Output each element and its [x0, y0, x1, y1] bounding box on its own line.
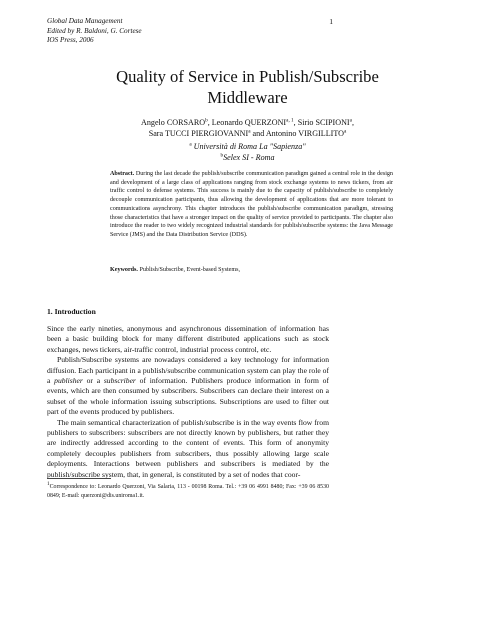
affiliation-a-text: Università di Roma La "Sapienza" — [191, 142, 306, 151]
body-text — [47, 324, 329, 480]
footnote-mark: 1 — [47, 481, 50, 488]
paragraph-part: of information. Publishers produce information in form of events, which are then consumed by subscribers. Subscribers can declare their interest on a subset of the whole information issuing subscriptions. Subscriptions are used to filter out part of the events produced by publishers. — [47, 376, 329, 417]
paragraph: The main semantical characterization of publish/subscribe is in the way events flow from publishers to subscribers: subscribers are not directly known by publishers, but rather they are indirectly addressed according to the content of events. This form of anonymity completely decouples publishers from subscribers, thus possibly allowing large scale deployments. Interactions between publishers and subscribers is mediated by the publish/subscribe system, that, in general, is constituted by a set of nodes that coor- — [47, 417, 329, 479]
paragraph-part: Publish/Subscribe systems are nowadays considered a key technology for information diffusion. Each participant in a publish/subscribe communication system can play the role of a — [47, 355, 329, 386]
author-list — [0, 118, 495, 139]
affil-mark: a — [248, 127, 251, 134]
affiliation-b-text: Selex SI - Roma — [223, 152, 275, 162]
affiliation-b — [0, 153, 495, 164]
paragraph-part: or a — [82, 376, 104, 386]
paragraph: Since the early nineties, anonymous and asynchronous dissemination of information has been a basic building block for many different distributed applications such as stock exchanges, news tickers, air-traffic control, industrial process control, etc. — [47, 324, 329, 354]
abstract-text: During the last decade the publish/subscribe communication paradigm gained a central role in the design and development of a large class of applications ranging from stock exchange systems to news tickers, from air traffic control to defense systems. This success is mainly due to the capacity of publish/subscribe to completely decouple communication participants, thus allowing the development of applications that are more tolerant to communications asynchrony. This chapter introduces the publish/subscribe communication paradigm, stressing those characteristics that have a stronger impact on the quality of service provided to participants. The chapter also introduce the reader to two widely recognized industrial standards for publish/subscribe systems: the Java Message Service (JMS) and the Data Distribution Service (DDS). — [110, 171, 393, 238]
header-line-2: Edited by R. Baldoni, G. Cortese — [47, 26, 142, 35]
footnote-text: Correspondence to: Leonardo Querzoni, Via Salaria, 113 - 00198 Roma. Tel.: +39 06 4991 8480; Fax: +39 06 8530 0849; E-mail: querzoni@dis.uniroma1.it. — [47, 484, 329, 499]
affil-mark: b — [205, 117, 208, 124]
affiliation-a — [0, 142, 495, 153]
affil-mark: a, 1 — [286, 117, 294, 124]
keywords-label: Keywords. — [110, 267, 138, 273]
emphasis-subscriber: subscriber — [103, 376, 136, 386]
keywords — [110, 266, 393, 275]
section-heading: 1. Introduction — [47, 307, 96, 316]
author-scipioni: , Sirio SCIPIONI — [293, 118, 350, 127]
author-line-2 — [0, 129, 495, 140]
author-corsaro: Angelo CORSARO — [141, 118, 206, 127]
abstract — [110, 170, 393, 240]
affil-mark: a — [349, 117, 352, 124]
author-querzoni: , Leonardo QUERZONI — [207, 118, 287, 127]
title-line-1: Quality of Service in Publish/Subscribe — [116, 67, 379, 86]
affiliations — [0, 142, 495, 163]
emphasis-publisher: publisher — [54, 376, 83, 386]
running-header — [47, 17, 142, 46]
footnote-rule — [47, 478, 111, 479]
header-line-1: Global Data Management — [47, 17, 123, 25]
footnote — [47, 483, 329, 500]
abstract-label: Abstract. — [110, 171, 135, 177]
paper-title — [0, 66, 495, 108]
author-separator: , — [351, 118, 354, 127]
header-line-3: IOS Press, 2006 — [47, 36, 94, 45]
keywords-text: Publish/Subscribe, Event-based Systems, — [139, 267, 241, 273]
paragraph — [47, 355, 329, 417]
affil-mark: b — [220, 151, 224, 158]
author-tucci: Sara TUCCI PIERGIOVANNI — [148, 128, 249, 138]
affil-mark: a — [343, 127, 347, 134]
page-number: 1 — [329, 17, 333, 26]
author-virgillito: and Antonino VIRGILLITO — [250, 128, 344, 138]
affil-mark: a — [189, 141, 192, 148]
title-line-2: Middleware — [207, 88, 288, 107]
